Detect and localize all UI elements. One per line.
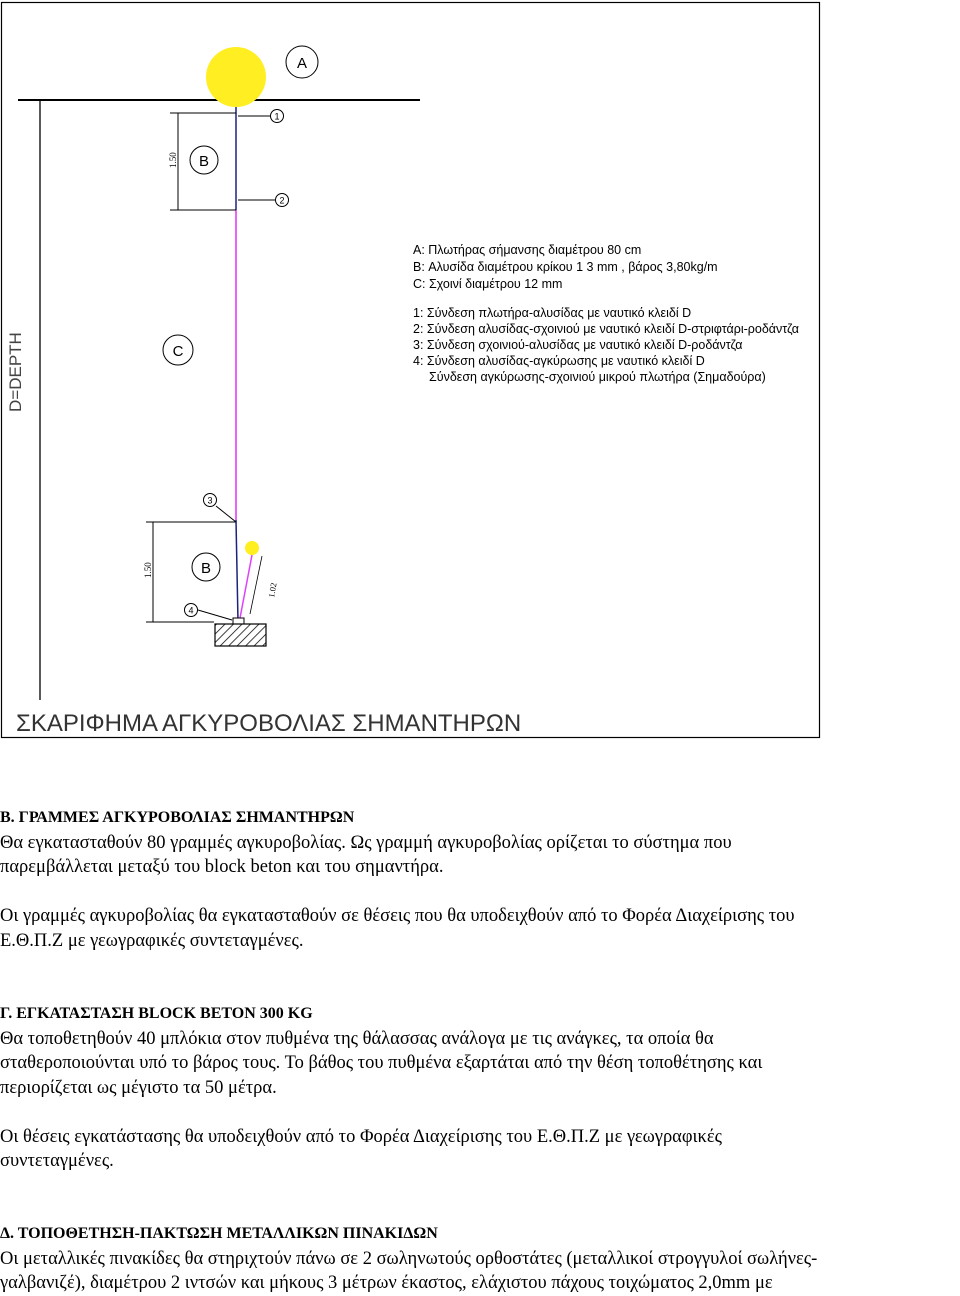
legend-line-2: 2: Σύνδεση αλυσίδας-σχοινιού με ναυτικό κλειδί D-στριφτάρι-ροδάντζα (413, 322, 799, 336)
depth-label: D=DEPTH (6, 332, 25, 412)
small-buoy (245, 541, 259, 555)
section-b-p1-line1: Θα εγκατασταθούν 80 γραμμές αγκυροβολίας. Ως γραμμή αγκυροβολίας ορίζεται το σύστημα που (0, 832, 732, 853)
legend-line-b: B: Αλυσίδα διαμέτρου κρίκου 1 3 mm , βάρος 3,80kg/m (413, 260, 718, 274)
figure-title: ΣΚΑΡΙΦΗΜΑ ΑΓΚΥΡΟΒΟΛΙΑΣ ΣΗΜΑΝΤΗΡΩΝ (16, 710, 522, 737)
callout-c-label: C (172, 343, 184, 360)
callout-a-label: A (296, 55, 308, 72)
legend-line-4b: Σύνδεση αγκύρωσης-σχοινιού μικρού πλωτήρα (Σημαδούρα) (429, 370, 766, 384)
section-d (0, 1222, 960, 1296)
callout-b-top-label: B (198, 153, 210, 170)
section-c-p2-line2: συντεταγμένες. (0, 1151, 114, 1171)
mooring-sketch-figure (0, 0, 822, 740)
section-b (0, 806, 960, 953)
section-c-p2-line1: Οι θέσεις εγκατάστασης θα υποδειχθούν από το Φορέα Διαχείρισης του Ε.Θ.Π.Ζ με γεωγραφικές (0, 1126, 722, 1147)
callout-3-label: 3 (207, 495, 213, 506)
section-c (0, 1002, 960, 1174)
section-c-p1-line2: σταθεροποιούνται υπό το βάρος τους. Το βάθος του πυθμένα εξαρτάται από την θέση τοποθέτησης και (0, 1053, 763, 1073)
legend-line-1: 1: Σύνδεση πλωτήρα-αλυσίδας με ναυτικό κλειδί D (413, 306, 692, 320)
top-dimension-label: 1.50 (168, 152, 178, 168)
section-b-p2-line2: Ε.Θ.Π.Ζ με γεωγραφικές συντεταγμένες. (0, 930, 304, 951)
section-d-heading: Δ. ΤΟΠΟΘΕΤΗΣΗ-ΠΑΚΤΩΣΗ ΜΕΤΑΛΛΙΚΩΝ ΠΙΝΑΚΙΔΩΝ (0, 1225, 438, 1242)
section-b-heading: Β. ΓΡΑΜΜΕΣ ΑΓΚΥΡΟΒΟΛΙΑΣ ΣΗΜΑΝΤΗΡΩΝ (0, 809, 355, 826)
diag-dimension-label: 1.02 (266, 581, 279, 599)
legend-line-4: 4: Σύνδεση αλυσίδας-αγκύρωσης με ναυτικό κλειδί D (413, 354, 705, 368)
buoy-a (206, 47, 266, 107)
callout-2-label: 2 (279, 195, 285, 206)
anchor-block (215, 624, 266, 646)
legend-line-c: C: Σχοινί διαμέτρου 12 mm (413, 277, 563, 291)
legend-line-a: A: Πλωτήρας σήμανσης διαμέτρου 80 cm (413, 243, 642, 257)
callout-4-label: 4 (188, 605, 194, 616)
section-d-p1-line2: γαλβανιζέ), διαμέτρου 2 ιντσών και μήκους 3 μέτρων έκαστος, ελάχιστου πάχους τοιχώματος 2,0mm με (0, 1273, 773, 1293)
section-c-p1-line3: περιορίζεται ως μέγιστο τα 50 μέτρα. (0, 1077, 277, 1098)
section-c-heading: Γ. ΕΓΚΑΤΑΣΤΑΣΗ BLOCK BETON 300 KG (0, 1005, 313, 1022)
bottom-dimension-label: 1.50 (143, 562, 153, 578)
section-b-p2-line1: Οι γραμμές αγκυροβολίας θα εγκατασταθούν σε θέσεις που θα υποδειχθούν από το Φορέα Διαχείρισης του (0, 906, 795, 926)
callout-1-label: 1 (274, 111, 280, 122)
callout-b-bottom-label: B (200, 560, 212, 577)
anchor-block-eye (233, 618, 244, 624)
legend-line-3: 3: Σύνδεση σχοινιού-αλυσίδας με ναυτικό κλειδί D-ροδάντζα (413, 338, 743, 352)
section-d-p1-line1: Οι μεταλλικές πινακίδες θα στηριχτούν πάνω σε 2 σωληνωτούς ορθοστάτες (μεταλλικοί στρογγυλοί σωλήνες- (0, 1248, 818, 1269)
section-b-p1-line2: παρεμβάλλεται μεταξύ του block beton και του σημαντήρα. (0, 857, 444, 877)
section-c-p1-line1: Θα τοποθετηθούν 40 μπλόκια στον πυθμένα της θάλασσας ανάλογα με τις ανάγκες, τα οποία θα (0, 1028, 714, 1049)
